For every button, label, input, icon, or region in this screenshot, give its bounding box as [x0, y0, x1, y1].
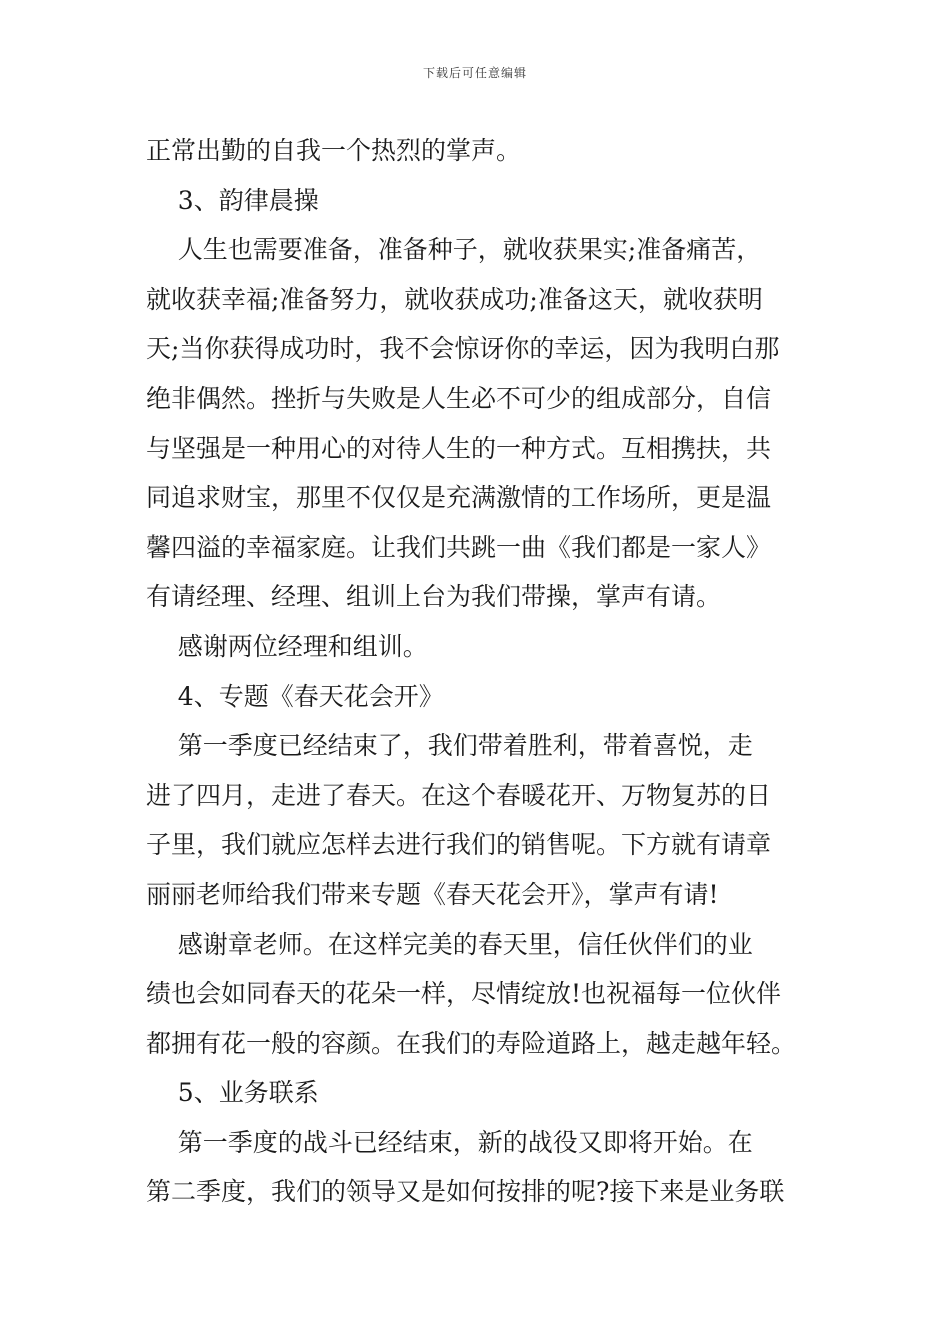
- text-line: 天;当你获得成功时，我不会惊讶你的幸运，因为我明白那: [146, 334, 780, 364]
- text-line: 子里，我们就应怎样去进行我们的销售呢。下方就有请章: [146, 830, 772, 860]
- section-heading-business-contact: 5、业务联系: [146, 1078, 319, 1108]
- text-line: 进了四月，走进了春天。在这个春暖花开、万物复苏的日: [146, 780, 772, 810]
- section-heading-spring-topic: 4、专题《春天花会开》: [146, 681, 444, 711]
- text-line: 第二季度，我们的领导又是如何按排的呢?接下来是业务联: [146, 1177, 785, 1207]
- text-line: 就收获幸福;准备努力，就收获成功;准备这天，就收获明: [146, 284, 763, 314]
- text-line: 第一季度的战斗已经结束，新的战役又即将开始。在: [146, 1127, 753, 1157]
- page-header: 下载后可任意编辑: [422, 66, 527, 80]
- text-line: 都拥有花一般的容颜。在我们的寿险道路上，越走越年轻。: [146, 1028, 797, 1058]
- text-line: 馨四溢的幸福家庭。让我们共跳一曲《我们都是一家人》: [146, 532, 772, 562]
- text-line: 感谢章老师。在这样完美的春天里，信任伙伴们的业: [146, 929, 753, 959]
- text-line: 同追求财宝，那里不仅仅是充满激情的工作场所，更是温: [146, 483, 772, 513]
- text-line: 丽丽老师给我们带来专题《春天花会开》，掌声有请!: [146, 879, 719, 909]
- text-line: 绩也会如同春天的花朵一样，尽情绽放!也祝福每一位伙伴: [146, 979, 782, 1009]
- section-heading-rhythm-exercise: 3、韵律晨操: [146, 185, 319, 215]
- text-line: 有请经理、经理、组训上台为我们带操，掌声有请。: [146, 582, 722, 612]
- text-line: 正常出勤的自我一个热烈的掌声。: [146, 136, 522, 165]
- text-line: 第一季度已经结束了，我们带着胜利，带着喜悦，走: [146, 731, 753, 761]
- text-line: 人生也需要准备，准备种子，就收获果实;准备痛苦，: [146, 235, 762, 265]
- text-line: 感谢两位经理和组训。: [146, 631, 428, 661]
- text-line: 与坚强是一种用心的对待人生的一种方式。互相携扶，共: [146, 433, 772, 463]
- document-body: [146, 126, 806, 1217]
- text-line: 绝非偶然。挫折与失败是人生必不可少的组成部分，自信: [146, 383, 772, 413]
